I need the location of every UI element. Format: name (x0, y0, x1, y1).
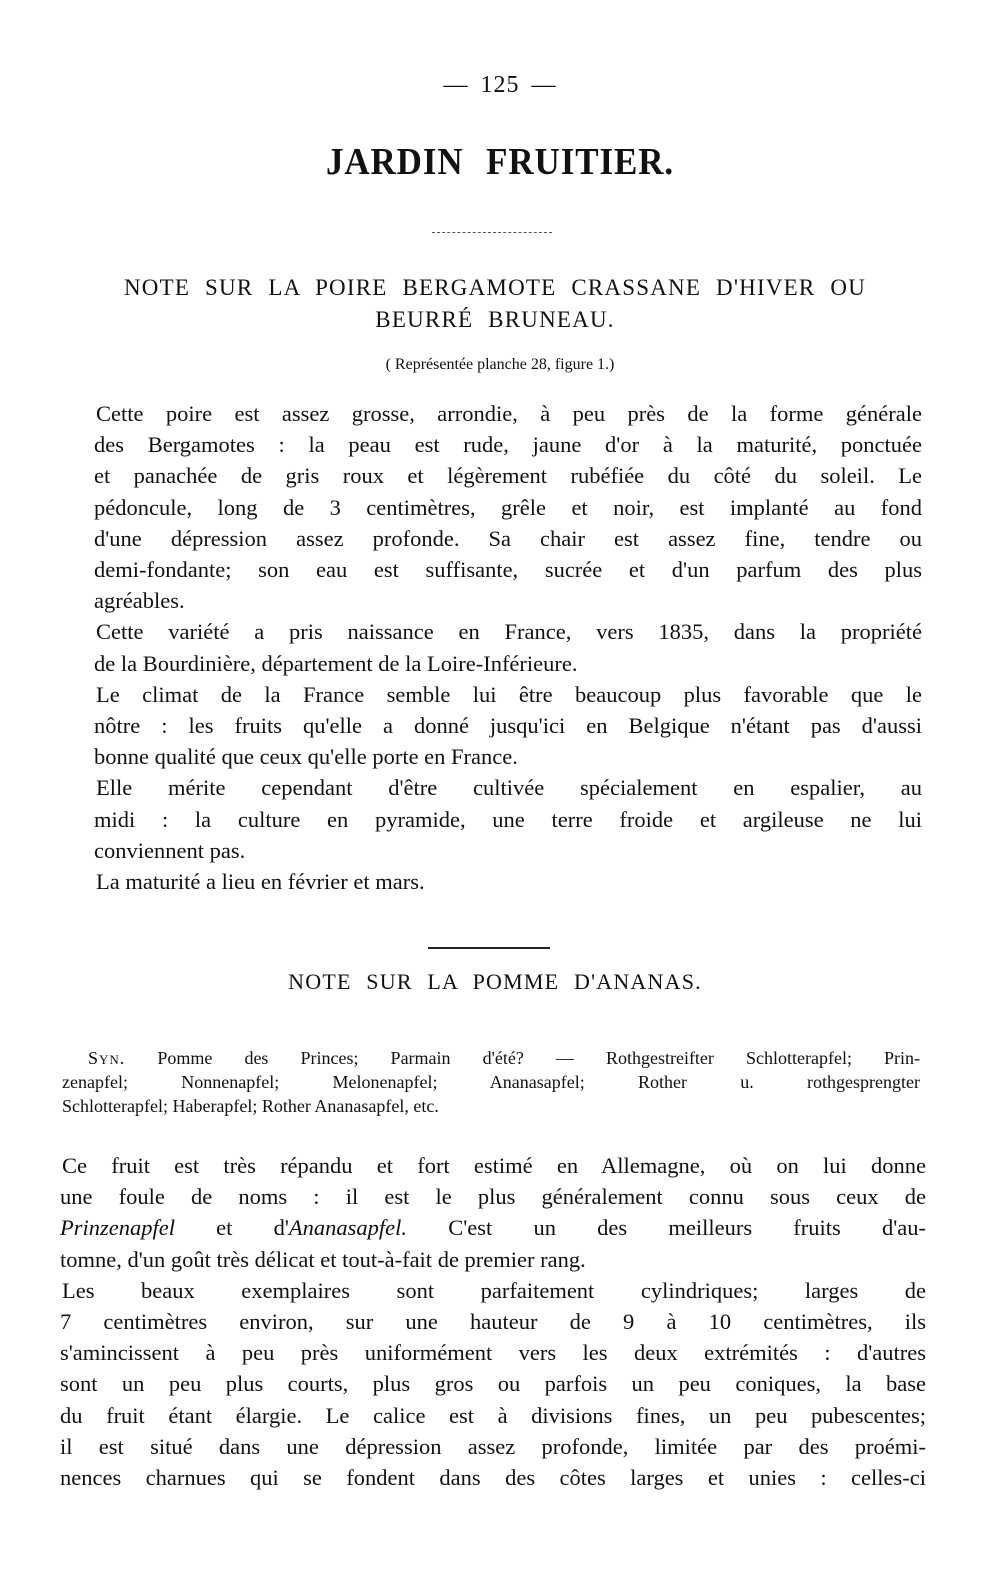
italic-term: Prinzenapfel (60, 1215, 175, 1241)
page-number (0, 72, 1000, 99)
text-line: nôtre : les fruits qu'elle a donné jusqu'ici en Belgique n'étant pas d'aussi (94, 713, 922, 739)
text-line: s'amincissent à peu près uniformément vers les deux extrémités : d'autres (60, 1340, 926, 1366)
text-line: tomne, d'un goût très délicat et tout-à-fait de premier rang. (60, 1246, 586, 1272)
article1-heading-line1: NOTE SUR LA POIRE BERGAMOTE CRASSANE D'HIVER OU (123, 275, 867, 300)
text-line: d'une dépression assez profonde. Sa chair est assez fine, tendre ou (94, 525, 922, 551)
text-fragment: C'est un des meilleurs fruits d'au- (407, 1215, 926, 1241)
text-line: une foule de noms : il est le plus généralement connu sous ceux de (60, 1184, 926, 1210)
synonyms-text: Pomme des Princes; Parmain d'été? — Rothgestreifter Schlotterapfel; Prin- (157, 1048, 921, 1068)
italic-term: Ananasapfel. (288, 1215, 408, 1241)
synonyms-line: Schlotterapfel; Haberapfel; Rother Ananasapfel, etc. (62, 1096, 439, 1116)
text-line: Cette poire est assez grosse, arrondie, à peu près de la forme générale (96, 401, 922, 426)
text-line: nences charnues qui se fondent dans des côtes larges et unies : celles-ci (60, 1465, 926, 1491)
text-line: 7 centimètres environ, sur une hauteur de 9 à 10 centimètres, ils (60, 1309, 926, 1335)
synonyms-label: Syn. (88, 1048, 126, 1068)
folio-dash-right: — (531, 72, 557, 98)
text-line: de la Bourdinière, département de la Loire-Inférieure. (94, 650, 578, 676)
article1-heading (85, 272, 905, 336)
paragraph (94, 398, 922, 616)
plate-caption: ( Représentée planche 28, figure 1.) (385, 356, 615, 373)
text-line: bonne qualité que ceux qu'elle porte en France. (94, 744, 518, 770)
paragraph (94, 866, 922, 897)
text-line: pédoncule, long de 3 centimètres, grêle et noir, est implanté au fond (94, 494, 922, 520)
text-line: du fruit étant élargie. Le calice est à divisions fines, un peu pubescentes; (60, 1402, 926, 1428)
text-line: agréables. (94, 588, 185, 614)
text-line: Ce fruit est très répandu et fort estimé en Allemagne, où on lui donne (62, 1153, 926, 1178)
folio-dash-left: — (443, 72, 469, 98)
paragraph (94, 679, 922, 773)
text-line: sont un peu plus courts, plus gros ou parfois un peu coniques, la base (60, 1371, 926, 1397)
text-line: il est situé dans une dépression assez profonde, limitée par des proémi- (60, 1433, 926, 1459)
text-line: midi : la culture en pyramide, une terre froide et argileuse ne lui (94, 806, 922, 832)
text-line: et panachée de gris roux et légèrement rubéfiée du côté du soleil. Le (94, 463, 922, 489)
text-line: conviennent pas. (94, 837, 246, 863)
synonyms-line: zenapfel; Nonnenapfel; Melonenapfel; Ananasapfel; Rother u. rothgesprengter (62, 1072, 920, 1092)
article1-body (94, 398, 922, 897)
text-line (60, 1212, 926, 1243)
article2-body (60, 1150, 926, 1493)
text-line: Cette variété a pris naissance en France, vers 1835, dans la propriété (96, 619, 922, 645)
synonyms-block (62, 1046, 920, 1118)
section-divider (428, 947, 550, 949)
ornamental-rule (432, 232, 552, 233)
article2-heading: NOTE SUR LA POMME D'ANANAS. (288, 969, 702, 994)
text-line: Les beaux exemplaires sont parfaitement cylindriques; larges de (62, 1277, 926, 1303)
synonyms-line (62, 1046, 920, 1070)
text-line: Elle mérite cependant d'être cultivée spécialement en espalier, au (96, 775, 922, 801)
paragraph (94, 616, 922, 678)
text-line: des Bergamotes : la peau est rude, jaune d'or à la maturité, ponctuée (94, 432, 922, 458)
paragraph (60, 1275, 926, 1493)
text-fragment: et d' (174, 1215, 289, 1241)
page-title: JARDIN FRUITIER. (325, 141, 675, 183)
text-line: Le climat de la France semble lui être beaucoup plus favorable que le (96, 681, 922, 707)
folio-number: 125 (480, 72, 520, 98)
text-line: demi-fondante; son eau est suffisante, sucrée et d'un parfum des plus (94, 557, 922, 583)
paragraph (60, 1150, 926, 1275)
text-line: La maturité a lieu en février et mars. (96, 869, 425, 895)
paragraph (94, 772, 922, 866)
article1-heading-line2: BEURRÉ BRUNEAU. (375, 307, 615, 332)
